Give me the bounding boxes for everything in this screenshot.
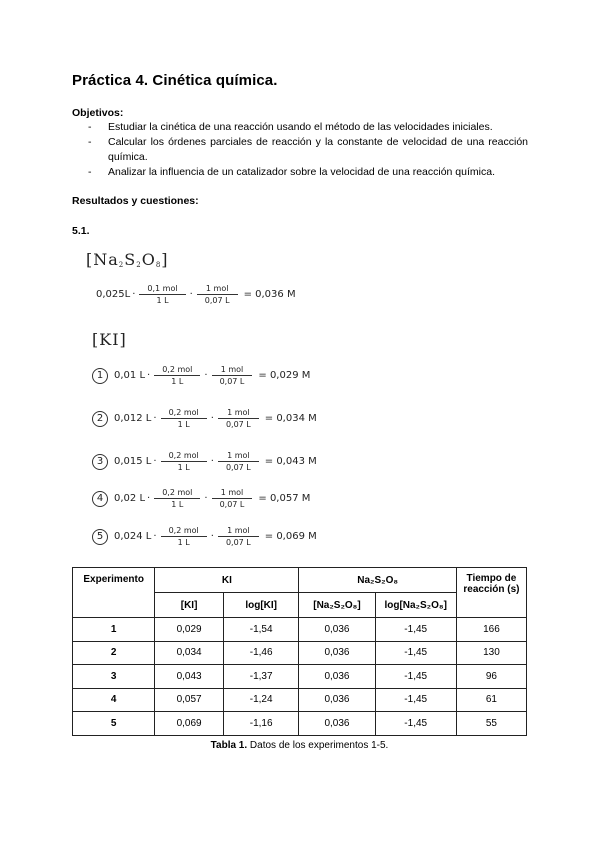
objective-text: Estudiar la cinética de una reacción usando el método de las velocidades iniciales.: [108, 121, 493, 133]
multiply-dot: ·: [210, 456, 214, 467]
multiply-dot: ·: [147, 493, 151, 504]
na2s2o8-label: [86, 250, 169, 269]
fraction: [201, 284, 234, 305]
numerator: 0,2 mol: [162, 365, 193, 374]
results-heading: Resultados y cuestiones:: [72, 195, 199, 207]
cell-log-na: -1,45: [375, 688, 456, 712]
result: = 0,057 M: [258, 493, 311, 504]
table-row: [73, 641, 527, 665]
experiments-table: [72, 567, 527, 736]
cell-na: 0,036: [299, 712, 375, 736]
numerator: 0,2 mol: [168, 408, 199, 417]
cell-log-ki: -1,16: [223, 712, 299, 736]
fraction: [158, 488, 196, 509]
header-na-log: log[Na₂S₂O₈]: [375, 593, 456, 618]
volume: 0,012 L: [114, 413, 152, 424]
ki-calculation: [92, 488, 310, 509]
multiply-dot: ·: [189, 289, 193, 300]
page-title: Práctica 4. Cinética química.: [72, 72, 278, 89]
header-na-conc: [Na₂S₂O₈]: [299, 593, 375, 618]
objective-text: Analizar la influencia de un catalizador sobre la velocidad de una reacción química.: [108, 166, 495, 178]
objective-item: [88, 120, 528, 135]
bullet-dash: -: [88, 166, 92, 178]
denominator: 1 L: [161, 418, 207, 429]
denominator: 1 L: [154, 375, 200, 386]
denominator: 1 L: [154, 498, 200, 509]
denominator: 1 L: [161, 536, 207, 547]
objectives-heading: Objetivos:: [72, 107, 124, 119]
result: = 0,069 M: [264, 531, 317, 542]
section-label: 5.1.: [72, 225, 90, 237]
circled-number: 1: [92, 368, 108, 384]
cell-ki: 0,043: [155, 665, 224, 689]
multiply-dot: ·: [204, 493, 208, 504]
cell-exp: 3: [73, 665, 155, 689]
cell-time: 61: [456, 688, 526, 712]
ki-calculation: [92, 451, 317, 472]
numerator: 0,2 mol: [168, 526, 199, 535]
bullet-dash: -: [88, 121, 92, 133]
cell-log-ki: -1,37: [223, 665, 299, 689]
multiply-dot: ·: [153, 456, 157, 467]
multiply-dot: ·: [210, 531, 214, 542]
cell-ki: 0,034: [155, 641, 224, 665]
volume: 0,015 L: [114, 456, 152, 467]
fraction: [216, 365, 249, 386]
objective-item: [88, 165, 528, 180]
circled-number: 3: [92, 454, 108, 470]
header-experimento: Experimento: [73, 568, 155, 618]
ki-label: [KI]: [92, 330, 127, 349]
numerator: 1 mol: [220, 488, 244, 497]
denominator: 0,07 L: [218, 418, 259, 429]
result: = 0,029 M: [258, 370, 311, 381]
header-ki-conc: [KI]: [155, 593, 224, 618]
multiply-dot: ·: [132, 289, 136, 300]
numerator: 0,1 mol: [147, 284, 178, 293]
result: = 0,034 M: [264, 413, 317, 424]
cell-log-na: -1,45: [375, 665, 456, 689]
numerator: 1 mol: [205, 284, 229, 293]
volume: 0,024 L: [114, 531, 152, 542]
multiply-dot: ·: [204, 370, 208, 381]
fraction: [216, 488, 249, 509]
result: = 0,043 M: [264, 456, 317, 467]
volume: 0,01 L: [114, 370, 146, 381]
circled-number: 5: [92, 529, 108, 545]
cell-exp: 2: [73, 641, 155, 665]
multiply-dot: ·: [210, 413, 214, 424]
multiply-dot: ·: [147, 370, 151, 381]
header-na-group: Na₂S₂O₈: [299, 568, 456, 593]
denominator: 0,07 L: [212, 498, 253, 509]
numerator: 1 mol: [227, 451, 250, 460]
denominator: 1 L: [161, 461, 207, 472]
circled-number: 2: [92, 411, 108, 427]
cell-ki: 0,069: [155, 712, 224, 736]
fraction: [158, 365, 196, 386]
denominator: 0,07 L: [218, 461, 259, 472]
cell-exp: 1: [73, 618, 155, 642]
header-ki-group: KI: [155, 568, 299, 593]
fraction: [165, 408, 203, 429]
fraction: [222, 451, 255, 472]
cell-log-ki: -1,46: [223, 641, 299, 665]
caption-label: Tabla 1.: [210, 740, 248, 751]
multiply-dot: ·: [153, 531, 157, 542]
denominator: 0,07 L: [197, 294, 238, 305]
table-row: [73, 618, 527, 642]
label-part: O: [141, 250, 156, 269]
na2s2o8-calculation: [96, 284, 296, 305]
ki-calculation: [92, 408, 317, 429]
volume: 0,025L: [96, 289, 131, 300]
caption-text: Datos de los experimentos 1-5.: [247, 740, 389, 751]
table-row: [73, 665, 527, 689]
table-row: [73, 712, 527, 736]
header-ki-log: log[KI]: [223, 593, 299, 618]
objective-item: [88, 135, 528, 165]
cell-na: 0,036: [299, 618, 375, 642]
cell-log-na: -1,45: [375, 618, 456, 642]
cell-na: 0,036: [299, 688, 375, 712]
result: = 0,036 M: [243, 289, 296, 300]
label-sub: 2: [136, 261, 142, 269]
fraction: [222, 526, 255, 547]
denominator: 0,07 L: [212, 375, 253, 386]
cell-time: 130: [456, 641, 526, 665]
header-time: Tiempo de reacción (s): [456, 568, 526, 618]
cell-time: 55: [456, 712, 526, 736]
denominator: 0,07 L: [218, 536, 259, 547]
label-sub: 8: [155, 261, 162, 269]
volume: 0,02 L: [114, 493, 146, 504]
label-part: [Na: [86, 250, 119, 269]
cell-exp: 4: [73, 688, 155, 712]
numerator: 0,2 mol: [168, 451, 199, 460]
label-sub: 2: [118, 261, 125, 269]
bullet-dash: -: [88, 136, 92, 148]
fraction: [143, 284, 181, 305]
label-part: ]: [161, 250, 169, 269]
table-caption: [72, 740, 527, 751]
numerator: 1 mol: [227, 526, 250, 535]
cell-time: 166: [456, 618, 526, 642]
numerator: 1 mol: [227, 408, 250, 417]
cell-na: 0,036: [299, 641, 375, 665]
cell-na: 0,036: [299, 665, 375, 689]
fraction: [165, 451, 203, 472]
objective-text: Calcular los órdenes parciales de reacción y la constante de velocidad de una reacción química.: [108, 136, 528, 163]
fraction: [165, 526, 203, 547]
circled-number: 4: [92, 491, 108, 507]
table-row: [73, 688, 527, 712]
cell-exp: 5: [73, 712, 155, 736]
ki-calculation: [92, 526, 317, 547]
cell-ki: 0,057: [155, 688, 224, 712]
ki-calculation: [92, 365, 310, 386]
cell-ki: 0,029: [155, 618, 224, 642]
fraction: [222, 408, 255, 429]
numerator: 1 mol: [220, 365, 244, 374]
denominator: 1 L: [139, 294, 185, 305]
cell-time: 96: [456, 665, 526, 689]
label-part: S: [124, 250, 137, 269]
objectives-list: [88, 120, 528, 180]
cell-log-ki: -1,24: [223, 688, 299, 712]
cell-log-ki: -1,54: [223, 618, 299, 642]
numerator: 0,2 mol: [162, 488, 193, 497]
multiply-dot: ·: [153, 413, 157, 424]
cell-log-na: -1,45: [375, 712, 456, 736]
cell-log-na: -1,45: [375, 641, 456, 665]
